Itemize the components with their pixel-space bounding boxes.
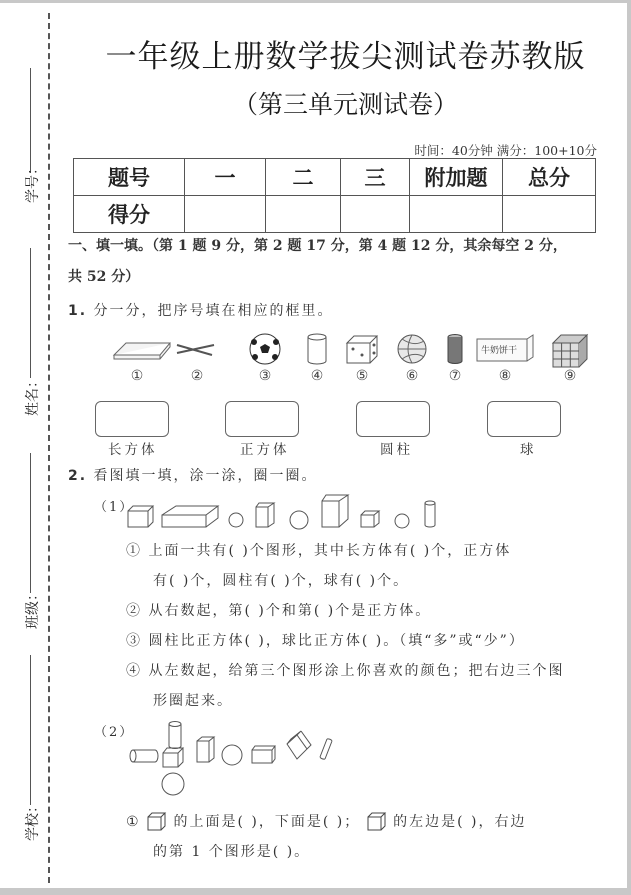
- pencil-case-icon: [112, 333, 172, 363]
- question-2: [68, 465, 318, 485]
- answer-box-sphere[interactable]: [487, 401, 561, 437]
- answer-box-cube[interactable]: [225, 401, 299, 437]
- student-id-underline[interactable]: [30, 68, 31, 173]
- object-number: ④: [310, 368, 324, 384]
- category-label: 球: [520, 442, 537, 458]
- binding-dashed-line: [48, 13, 50, 883]
- item-prefix: ②: [126, 603, 142, 619]
- question-number: 1.: [68, 303, 88, 319]
- rubiks-cube-icon: [551, 333, 589, 367]
- score-table: [73, 158, 596, 233]
- item-2-1-cont: 的第 1 个图形是( )。: [153, 844, 311, 860]
- svg-text:牛奶饼干: 牛奶饼干: [481, 346, 518, 356]
- object-item: [172, 333, 222, 384]
- class-label: 班级：: [25, 587, 41, 629]
- score-cell[interactable]: [185, 196, 266, 233]
- item-1-1: [126, 540, 511, 560]
- item-2-1: [126, 811, 527, 831]
- answer-box-cuboid[interactable]: [95, 401, 169, 437]
- item-text: 从左数起，给第三个图形涂上你喜欢的颜色；把右边三个图: [148, 663, 565, 679]
- part-1-label: （1）: [94, 500, 135, 515]
- object-number: ⑨: [563, 368, 577, 384]
- dice-icon: [344, 333, 380, 365]
- question-1: [68, 300, 334, 320]
- item-1-4: [126, 660, 564, 680]
- page-subtitle: （第三单元测试卷）: [232, 90, 458, 119]
- item-text: 的上面是( )，下面是( )；: [173, 814, 361, 830]
- object-number: ⑧: [498, 368, 512, 384]
- object-item: [474, 333, 536, 384]
- object-number: ⑥: [405, 368, 419, 384]
- cube-icon: [367, 812, 387, 830]
- item-text: 圆柱比正方体( )，球比正方体( )。（填“多”或“少”）: [148, 633, 525, 649]
- category-label: 正方体: [240, 442, 290, 458]
- sticks-icon: [172, 333, 222, 363]
- object-row: [112, 333, 602, 388]
- item-text: 上面一共有( )个图形，其中长方体有( )个，正方体: [148, 543, 512, 559]
- score-cell[interactable]: [266, 196, 341, 233]
- soccer-ball-icon: [247, 333, 283, 365]
- category-label: 圆柱: [380, 442, 413, 458]
- object-item: [337, 333, 387, 384]
- object-item: [240, 333, 290, 384]
- object-number: ①: [130, 368, 144, 384]
- exam-meta: 时间：40分钟 满分：100+10分: [414, 143, 597, 158]
- object-item: [112, 333, 162, 384]
- object-number: ②: [190, 368, 204, 384]
- page-title: 一年级上册数学拔尖测试卷苏教版: [105, 39, 586, 75]
- row-label: 得分: [74, 196, 185, 233]
- can-icon: [444, 333, 466, 365]
- cube-icon: [147, 812, 167, 830]
- object-item: [545, 333, 595, 384]
- object-number: ⑤: [355, 368, 369, 384]
- header-cell: 二: [266, 159, 341, 196]
- school-underline[interactable]: [30, 655, 31, 805]
- header-cell: 三: [341, 159, 410, 196]
- header-cell: 总分: [503, 159, 596, 196]
- item-text: 的左边是( )，右边: [393, 814, 527, 830]
- score-cell[interactable]: [410, 196, 503, 233]
- cylinder-cup-icon: [305, 333, 329, 365]
- object-item: [292, 333, 342, 384]
- biscuit-box-icon: [475, 333, 535, 363]
- section-heading: [68, 231, 618, 293]
- item-prefix: ③: [126, 633, 142, 649]
- item-prefix: ④: [126, 663, 142, 679]
- question-text: 分一分，把序号填在相应的框里。: [93, 303, 334, 319]
- shapes-cross-arrangement: [125, 719, 345, 799]
- basketball-icon: [394, 333, 430, 365]
- exam-page: [0, 3, 627, 888]
- item-1-1-cont: 有( )个，圆柱有( )个，球有( )个。: [153, 573, 410, 589]
- name-underline[interactable]: [30, 248, 31, 378]
- header-cell: 一: [185, 159, 266, 196]
- school-label: 学校：: [25, 799, 41, 841]
- section-heading-line1: 一、填一填。（第 1 题 9 分，第 2 题 17 分，第 4 题 12 分，其余每空 2 分，: [68, 238, 567, 254]
- name-label: 姓名：: [25, 374, 41, 416]
- score-table-header-row: [74, 159, 596, 196]
- score-cell[interactable]: [341, 196, 410, 233]
- object-item: [430, 333, 480, 384]
- header-cell: 附加题: [410, 159, 503, 196]
- header-cell: 题号: [74, 159, 185, 196]
- item-1-3: [126, 630, 525, 650]
- object-number: ⑦: [448, 368, 462, 384]
- question-number: 2.: [68, 468, 88, 484]
- score-table-score-row: [74, 196, 596, 233]
- answer-box-cylinder[interactable]: [356, 401, 430, 437]
- part-2-label: （2）: [94, 725, 135, 740]
- item-prefix: ①: [126, 543, 142, 559]
- item-text: 从右数起，第( )个和第( )个是正方体。: [148, 603, 432, 619]
- item-1-2: [126, 600, 431, 620]
- object-number: ③: [258, 368, 272, 384]
- score-cell[interactable]: [503, 196, 596, 233]
- shapes-row-1: [126, 493, 446, 529]
- section-heading-line2: 共 52 分）: [68, 269, 140, 285]
- question-text: 看图填一填，涂一涂，圈一圈。: [93, 468, 318, 484]
- class-underline[interactable]: [30, 453, 31, 593]
- student-id-label: 学号：: [25, 161, 41, 203]
- item-1-4-cont: 形圈起来。: [153, 693, 233, 709]
- item-prefix: ①: [126, 814, 141, 830]
- category-label: 长方体: [108, 442, 158, 458]
